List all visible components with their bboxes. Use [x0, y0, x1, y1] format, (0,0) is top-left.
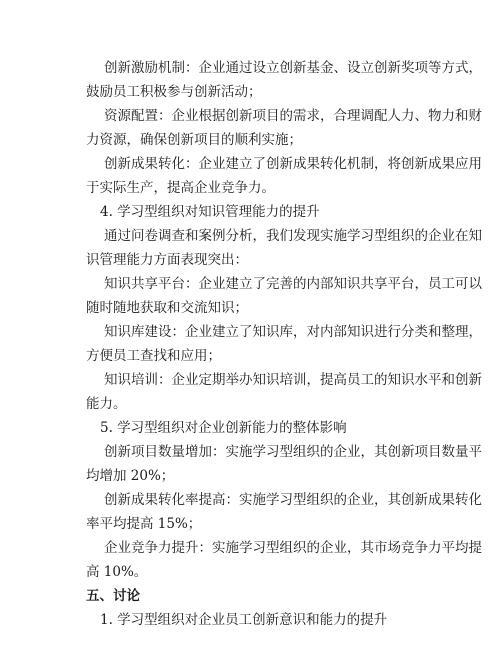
section-heading-1: 1. 学习型组织对企业员工创新意识和能力的提升	[100, 612, 388, 628]
para-innovation-incentive-line2: 鼓励员工积极参与创新活动；	[86, 84, 262, 100]
para-knowledge-sharing-line1: 知识共享平台：企业建立了完善的内部知识共享平台，员工可以	[104, 276, 482, 292]
section-heading-5: 5. 学习型组织对企业创新能力的整体影响	[100, 420, 347, 436]
para-achievement-transfer-line2: 于实际生产，提高企业竞争力。	[86, 180, 275, 196]
para-knowledge-base-line2: 方便员工查找和应用；	[86, 348, 221, 364]
para-knowledge-training-line1: 知识培训：企业定期举办知识培训，提高员工的知识水平和创新	[104, 372, 482, 388]
para-transfer-rate-line2: 率平均提高 15%；	[86, 516, 202, 532]
para-competitiveness-line1: 企业竞争力提升：实施学习型组织的企业，其市场竞争力平均提	[104, 540, 482, 556]
section-heading-4: 4. 学习型组织对知识管理能力的提升	[100, 204, 320, 220]
para-knowledge-training-line2: 能力。	[86, 396, 127, 412]
para-survey-line2: 识管理能力方面表现突出：	[86, 252, 248, 268]
para-knowledge-base-line1: 知识库建设：企业建立了知识库，对内部知识进行分类和整理，	[104, 324, 482, 340]
para-achievement-transfer-line1: 创新成果转化：企业建立了创新成果转化机制，将创新成果应用	[104, 156, 482, 172]
para-competitiveness-line2: 高 10%。	[86, 564, 148, 580]
para-resource-allocation-line1: 资源配置：企业根据创新项目的需求，合理调配人力、物力和财	[104, 108, 482, 124]
para-innovation-incentive-line1: 创新激励机制：企业通过设立创新基金、设立创新奖项等方式，	[104, 60, 482, 76]
para-survey-line1: 通过问卷调查和案例分析，我们发现实施学习型组织的企业在知	[104, 228, 482, 244]
para-knowledge-sharing-line2: 随时随地获取和交流知识；	[86, 300, 248, 316]
para-resource-allocation-line2: 力资源，确保创新项目的顺利实施；	[86, 132, 302, 148]
chapter-heading-discussion: 五、讨论	[86, 588, 140, 604]
para-project-count-line2: 均增加 20%；	[86, 468, 175, 484]
para-transfer-rate-line1: 创新成果转化率提高：实施学习型组织的企业，其创新成果转化	[104, 492, 482, 508]
para-project-count-line1: 创新项目数量增加：实施学习型组织的企业，其创新项目数量平	[104, 444, 482, 460]
